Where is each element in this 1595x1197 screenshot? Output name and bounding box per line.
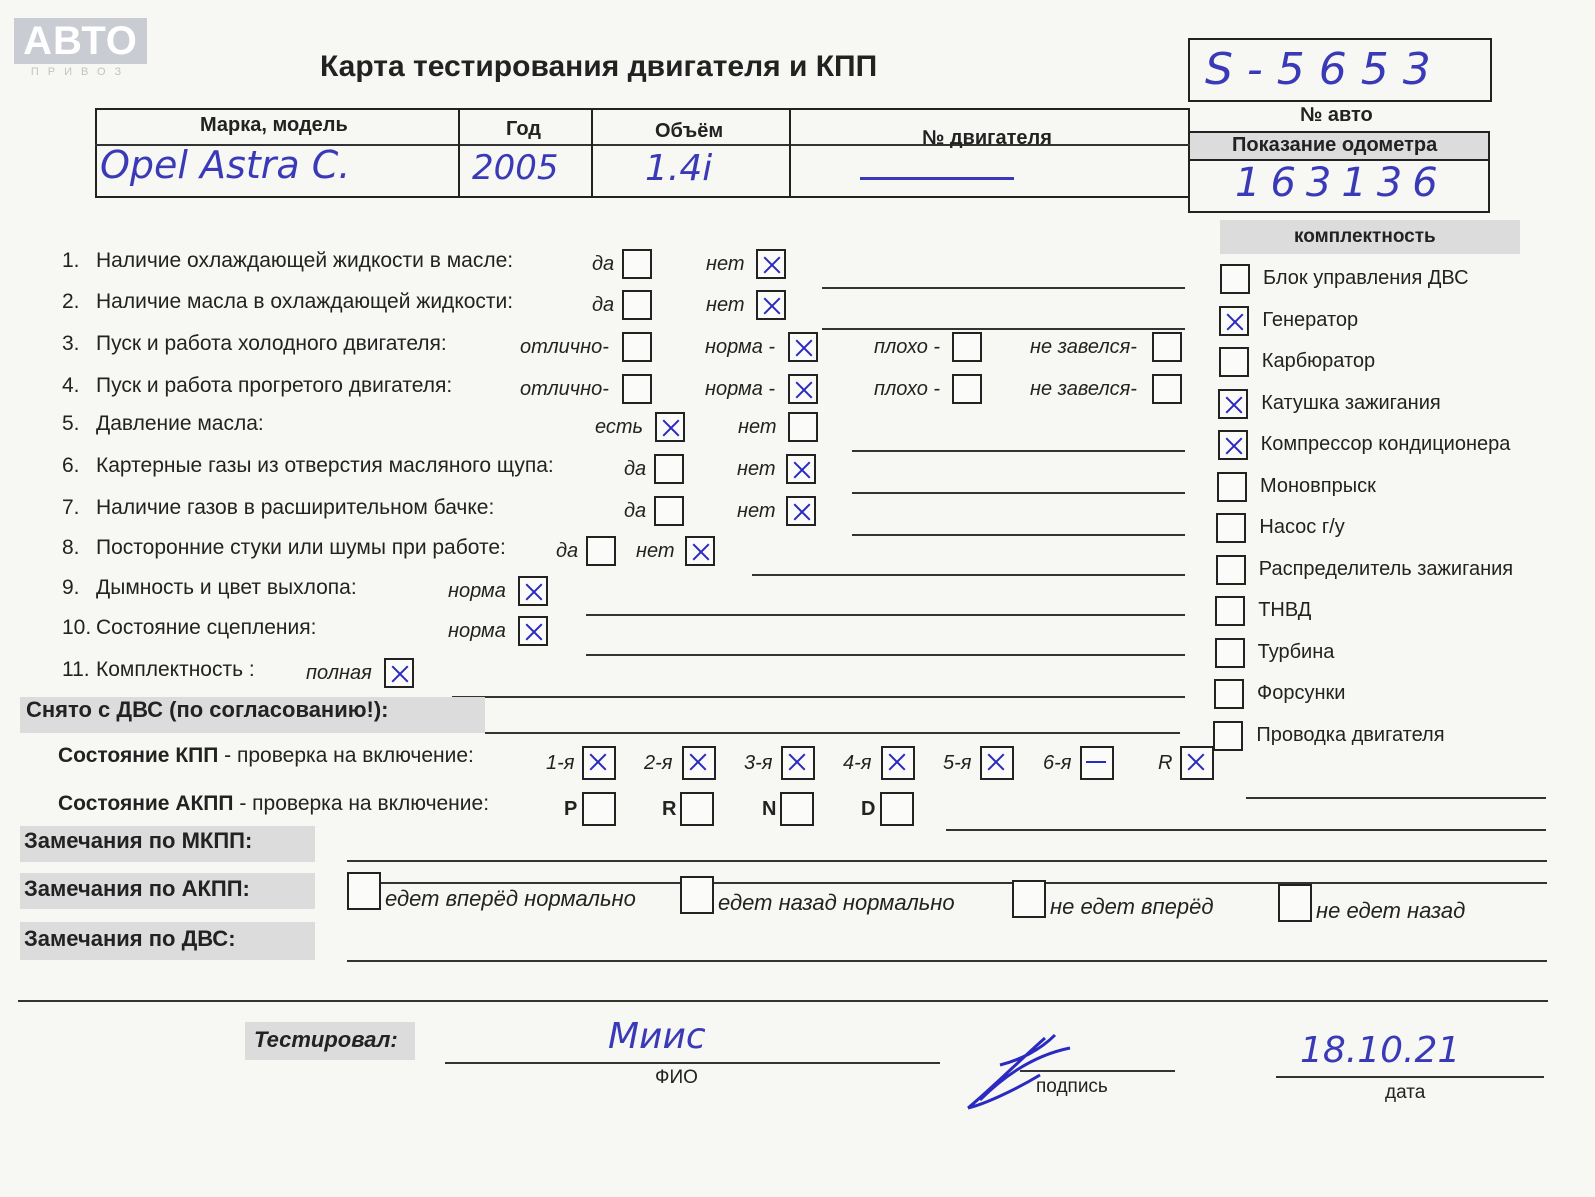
auto-number-label: № авто xyxy=(1300,104,1373,126)
akpp-mode-checkbox[interactable] xyxy=(582,792,616,826)
item-text: Наличие масла в охлаждающей жидкости: xyxy=(96,290,514,313)
option-label: да xyxy=(624,458,647,480)
akpp-mode-label: N xyxy=(762,798,777,820)
item-number: 7. xyxy=(62,496,80,519)
odometer-label: Показание одометра xyxy=(1232,134,1438,156)
akpp-mode-checkbox[interactable] xyxy=(680,792,714,826)
header-col-divider xyxy=(591,108,593,198)
completeness-title: комплектность xyxy=(1294,226,1436,247)
option-checkbox[interactable] xyxy=(788,374,818,404)
date-value: 18.10.21 xyxy=(1300,1030,1461,1071)
option-label: плохо - xyxy=(874,336,941,358)
completeness-label: Компрессор кондиционера xyxy=(1260,433,1511,455)
logo-subtitle: ПРИВОЗ xyxy=(30,66,131,78)
completeness-checkbox[interactable] xyxy=(1214,679,1244,709)
option-label: не завелся- xyxy=(1030,378,1137,400)
sign-label: подпись xyxy=(1036,1076,1108,1097)
dvs-line-2 xyxy=(18,1000,1548,1002)
completeness-label: Карбюратор xyxy=(1261,350,1376,372)
completeness-label: Проводка двигателя xyxy=(1256,723,1445,746)
gear-label: R xyxy=(1158,752,1173,774)
gear-checkbox[interactable] xyxy=(1080,746,1114,780)
option-label: да xyxy=(624,500,647,522)
dvs-line xyxy=(347,960,1547,962)
option-label: норма - xyxy=(705,378,776,400)
sign-line xyxy=(1020,1070,1175,1072)
mkpp-line xyxy=(347,860,1547,862)
option-label: да xyxy=(556,540,579,562)
year-label: Год xyxy=(506,118,541,140)
option-label: норма xyxy=(448,580,506,602)
year-value: 2005 xyxy=(472,148,559,188)
brand-value: Opel Astra C. xyxy=(100,143,351,187)
item-text: Давление масла: xyxy=(96,412,264,435)
item-number: 4. xyxy=(62,374,80,397)
completeness-checkbox[interactable] xyxy=(1218,389,1248,419)
completeness-checkbox[interactable] xyxy=(1220,264,1250,294)
item-text: Пуск и работа прогретого двигателя: xyxy=(96,374,453,397)
mkpp-remarks-label: Замечания по МКПП: xyxy=(24,828,253,853)
completeness-label: Моновпрыск xyxy=(1260,474,1376,497)
akpp-remark-label: не едет вперёд xyxy=(1050,894,1214,919)
option-checkbox[interactable] xyxy=(952,332,982,362)
option-checkbox[interactable] xyxy=(518,576,548,606)
odometer-value: 163136 xyxy=(1235,160,1448,206)
akpp-mode-label: R xyxy=(662,798,677,820)
kpp-line xyxy=(1246,797,1546,799)
engine-label: № двигателя xyxy=(922,127,1052,149)
akpp-mode-label: D xyxy=(861,798,876,820)
gear-checkbox[interactable] xyxy=(1180,746,1214,780)
option-checkbox[interactable] xyxy=(654,496,684,526)
item-line xyxy=(586,614,1185,616)
option-label: отлично- xyxy=(520,378,609,400)
completeness-label: Турбина xyxy=(1257,640,1335,663)
signature-scribble xyxy=(960,1020,1100,1115)
gear-checkbox[interactable] xyxy=(781,746,815,780)
gear-label: 1-я xyxy=(546,752,575,774)
item-line xyxy=(752,574,1185,576)
option-checkbox[interactable] xyxy=(622,332,652,362)
option-checkbox[interactable] xyxy=(786,496,816,526)
item-number: 3. xyxy=(62,332,80,355)
item-number: 1. xyxy=(62,249,80,272)
logo: АВТО xyxy=(14,18,147,64)
option-label: отлично- xyxy=(520,336,609,358)
item-line xyxy=(852,492,1185,494)
tested-label: Тестировал: xyxy=(254,1027,398,1052)
akpp-line xyxy=(946,829,1546,831)
dvs-remarks-label: Замечания по ДВС: xyxy=(24,926,236,951)
item-number: 10. xyxy=(62,616,92,639)
item-text: Комплектность : xyxy=(96,658,255,681)
gear-label: 2-я xyxy=(644,752,673,774)
option-checkbox[interactable] xyxy=(622,374,652,404)
option-checkbox[interactable] xyxy=(952,374,982,404)
item-line xyxy=(452,696,1185,698)
header-col-divider xyxy=(458,108,460,198)
auto-number-value: S-5653 xyxy=(1205,44,1445,95)
removed-line xyxy=(485,732,1180,734)
akpp-remark-label: едет вперёд нормально xyxy=(385,886,636,911)
completeness-checkbox[interactable] xyxy=(1215,596,1245,626)
akpp-remark-label: едет назад нормально xyxy=(718,890,955,915)
fio-signature: Миис xyxy=(608,1016,706,1057)
option-label: нет xyxy=(636,540,675,562)
gear-checkbox[interactable] xyxy=(980,746,1014,780)
option-checkbox[interactable] xyxy=(788,332,818,362)
option-label: есть xyxy=(595,416,644,438)
mkpp-line-2 xyxy=(347,882,1547,884)
option-label: да xyxy=(592,294,615,316)
option-checkbox[interactable] xyxy=(622,290,652,320)
option-checkbox[interactable] xyxy=(786,454,816,484)
option-label: нет xyxy=(706,294,745,316)
option-checkbox[interactable] xyxy=(685,536,715,566)
option-checkbox[interactable] xyxy=(518,616,548,646)
completeness-checkbox[interactable] xyxy=(1219,306,1249,336)
item-number: 6. xyxy=(62,454,80,477)
item-line xyxy=(852,450,1185,452)
akpp-mode-checkbox[interactable] xyxy=(780,792,814,826)
option-label: плохо - xyxy=(874,378,941,400)
completeness-checkbox[interactable] xyxy=(1216,513,1246,543)
option-label: полная xyxy=(306,662,372,684)
date-line xyxy=(1276,1076,1544,1078)
completeness-label: Генератор xyxy=(1262,308,1359,331)
item-line xyxy=(822,328,1185,330)
completeness-checkbox[interactable] xyxy=(1218,430,1248,460)
item-text: Состояние сцепления: xyxy=(96,616,317,639)
item-number: 5. xyxy=(62,412,80,435)
option-checkbox[interactable] xyxy=(384,658,414,688)
item-number: 8. xyxy=(62,536,80,559)
akpp-remark-checkbox[interactable] xyxy=(680,876,714,914)
engine-dash xyxy=(860,177,1014,180)
option-checkbox[interactable] xyxy=(655,412,685,442)
option-checkbox[interactable] xyxy=(788,412,818,442)
removed-label: Снято с ДВС (по согласованию!): xyxy=(26,697,389,722)
item-text: Пуск и работа холодного двигателя: xyxy=(96,332,447,355)
gear-checkbox[interactable] xyxy=(881,746,915,780)
option-label: да xyxy=(592,253,615,275)
option-label: нет xyxy=(737,458,776,480)
completeness-label: Катушка зажигания xyxy=(1261,391,1441,414)
option-checkbox[interactable] xyxy=(586,536,616,566)
akpp-remark-checkbox[interactable] xyxy=(1278,884,1312,922)
gear-label: 5-я xyxy=(943,752,972,774)
item-text: Посторонние стуки или шумы при работе: xyxy=(96,536,506,559)
fio-line xyxy=(445,1062,940,1064)
akpp-mode-checkbox[interactable] xyxy=(880,792,914,826)
gear-checkbox[interactable] xyxy=(582,746,616,780)
completeness-label: Насос г/у xyxy=(1259,516,1345,538)
option-checkbox[interactable] xyxy=(1152,374,1182,404)
date-label: дата xyxy=(1385,1082,1426,1103)
completeness-label: Распределитель зажигания xyxy=(1258,557,1514,580)
gear-checkbox[interactable] xyxy=(682,746,716,780)
fio-label: ФИО xyxy=(655,1067,698,1088)
page-title: Карта тестирования двигателя и КПП xyxy=(320,50,878,83)
volume-value: 1.4i xyxy=(645,148,713,189)
option-checkbox[interactable] xyxy=(622,249,652,279)
item-number: 2. xyxy=(62,290,80,313)
option-checkbox[interactable] xyxy=(1152,332,1182,362)
item-text: Дымность и цвет выхлопа: xyxy=(96,576,357,599)
option-checkbox[interactable] xyxy=(756,249,786,279)
completeness-checkbox[interactable] xyxy=(1217,472,1247,502)
item-number: 11. xyxy=(62,658,90,681)
completeness-checkbox[interactable] xyxy=(1213,721,1243,751)
completeness-label: ТНВД xyxy=(1258,599,1312,621)
akpp-label: Состояние АКПП - проверка на включение: xyxy=(58,792,490,815)
akpp-remark-checkbox[interactable] xyxy=(347,872,381,910)
item-line xyxy=(586,654,1185,656)
item-text: Наличие охлаждающей жидкости в масле: xyxy=(96,249,514,272)
option-label: нет xyxy=(706,253,745,275)
completeness-checkbox[interactable] xyxy=(1215,638,1245,668)
item-number: 9. xyxy=(62,576,80,599)
option-label: норма xyxy=(448,620,506,642)
item-line xyxy=(822,287,1185,289)
option-label: нет xyxy=(737,500,776,522)
completeness-label: Форсунки xyxy=(1257,682,1346,704)
volume-label: Объём xyxy=(655,120,724,142)
completeness-label: Блок управления ДВС xyxy=(1263,267,1469,289)
item-text: Наличие газов в расширительном бачке: xyxy=(96,496,495,519)
akpp-mode-label: P xyxy=(564,798,578,820)
option-checkbox[interactable] xyxy=(756,290,786,320)
option-label: не завелся- xyxy=(1030,336,1137,358)
option-label: норма - xyxy=(705,336,776,358)
brand-label: Марка, модель xyxy=(200,114,348,136)
gear-label: 4-я xyxy=(843,752,872,774)
completeness-checkbox[interactable] xyxy=(1219,347,1249,377)
option-label: нет xyxy=(738,416,777,438)
akpp-remark-label: не едет назад xyxy=(1316,898,1466,923)
gear-label: 6-я xyxy=(1043,752,1072,774)
option-checkbox[interactable] xyxy=(654,454,684,484)
gear-label: 3-я xyxy=(744,752,773,774)
akpp-remark-checkbox[interactable] xyxy=(1012,880,1046,918)
item-line xyxy=(852,534,1185,536)
akpp-remarks-label: Замечания по АКПП: xyxy=(24,876,250,901)
kpp-label: Состояние КПП - проверка на включение: xyxy=(58,744,474,767)
completeness-checkbox[interactable] xyxy=(1216,555,1246,585)
header-col-divider xyxy=(789,108,791,198)
item-text: Картерные газы из отверстия масляного щупа: xyxy=(96,454,554,477)
